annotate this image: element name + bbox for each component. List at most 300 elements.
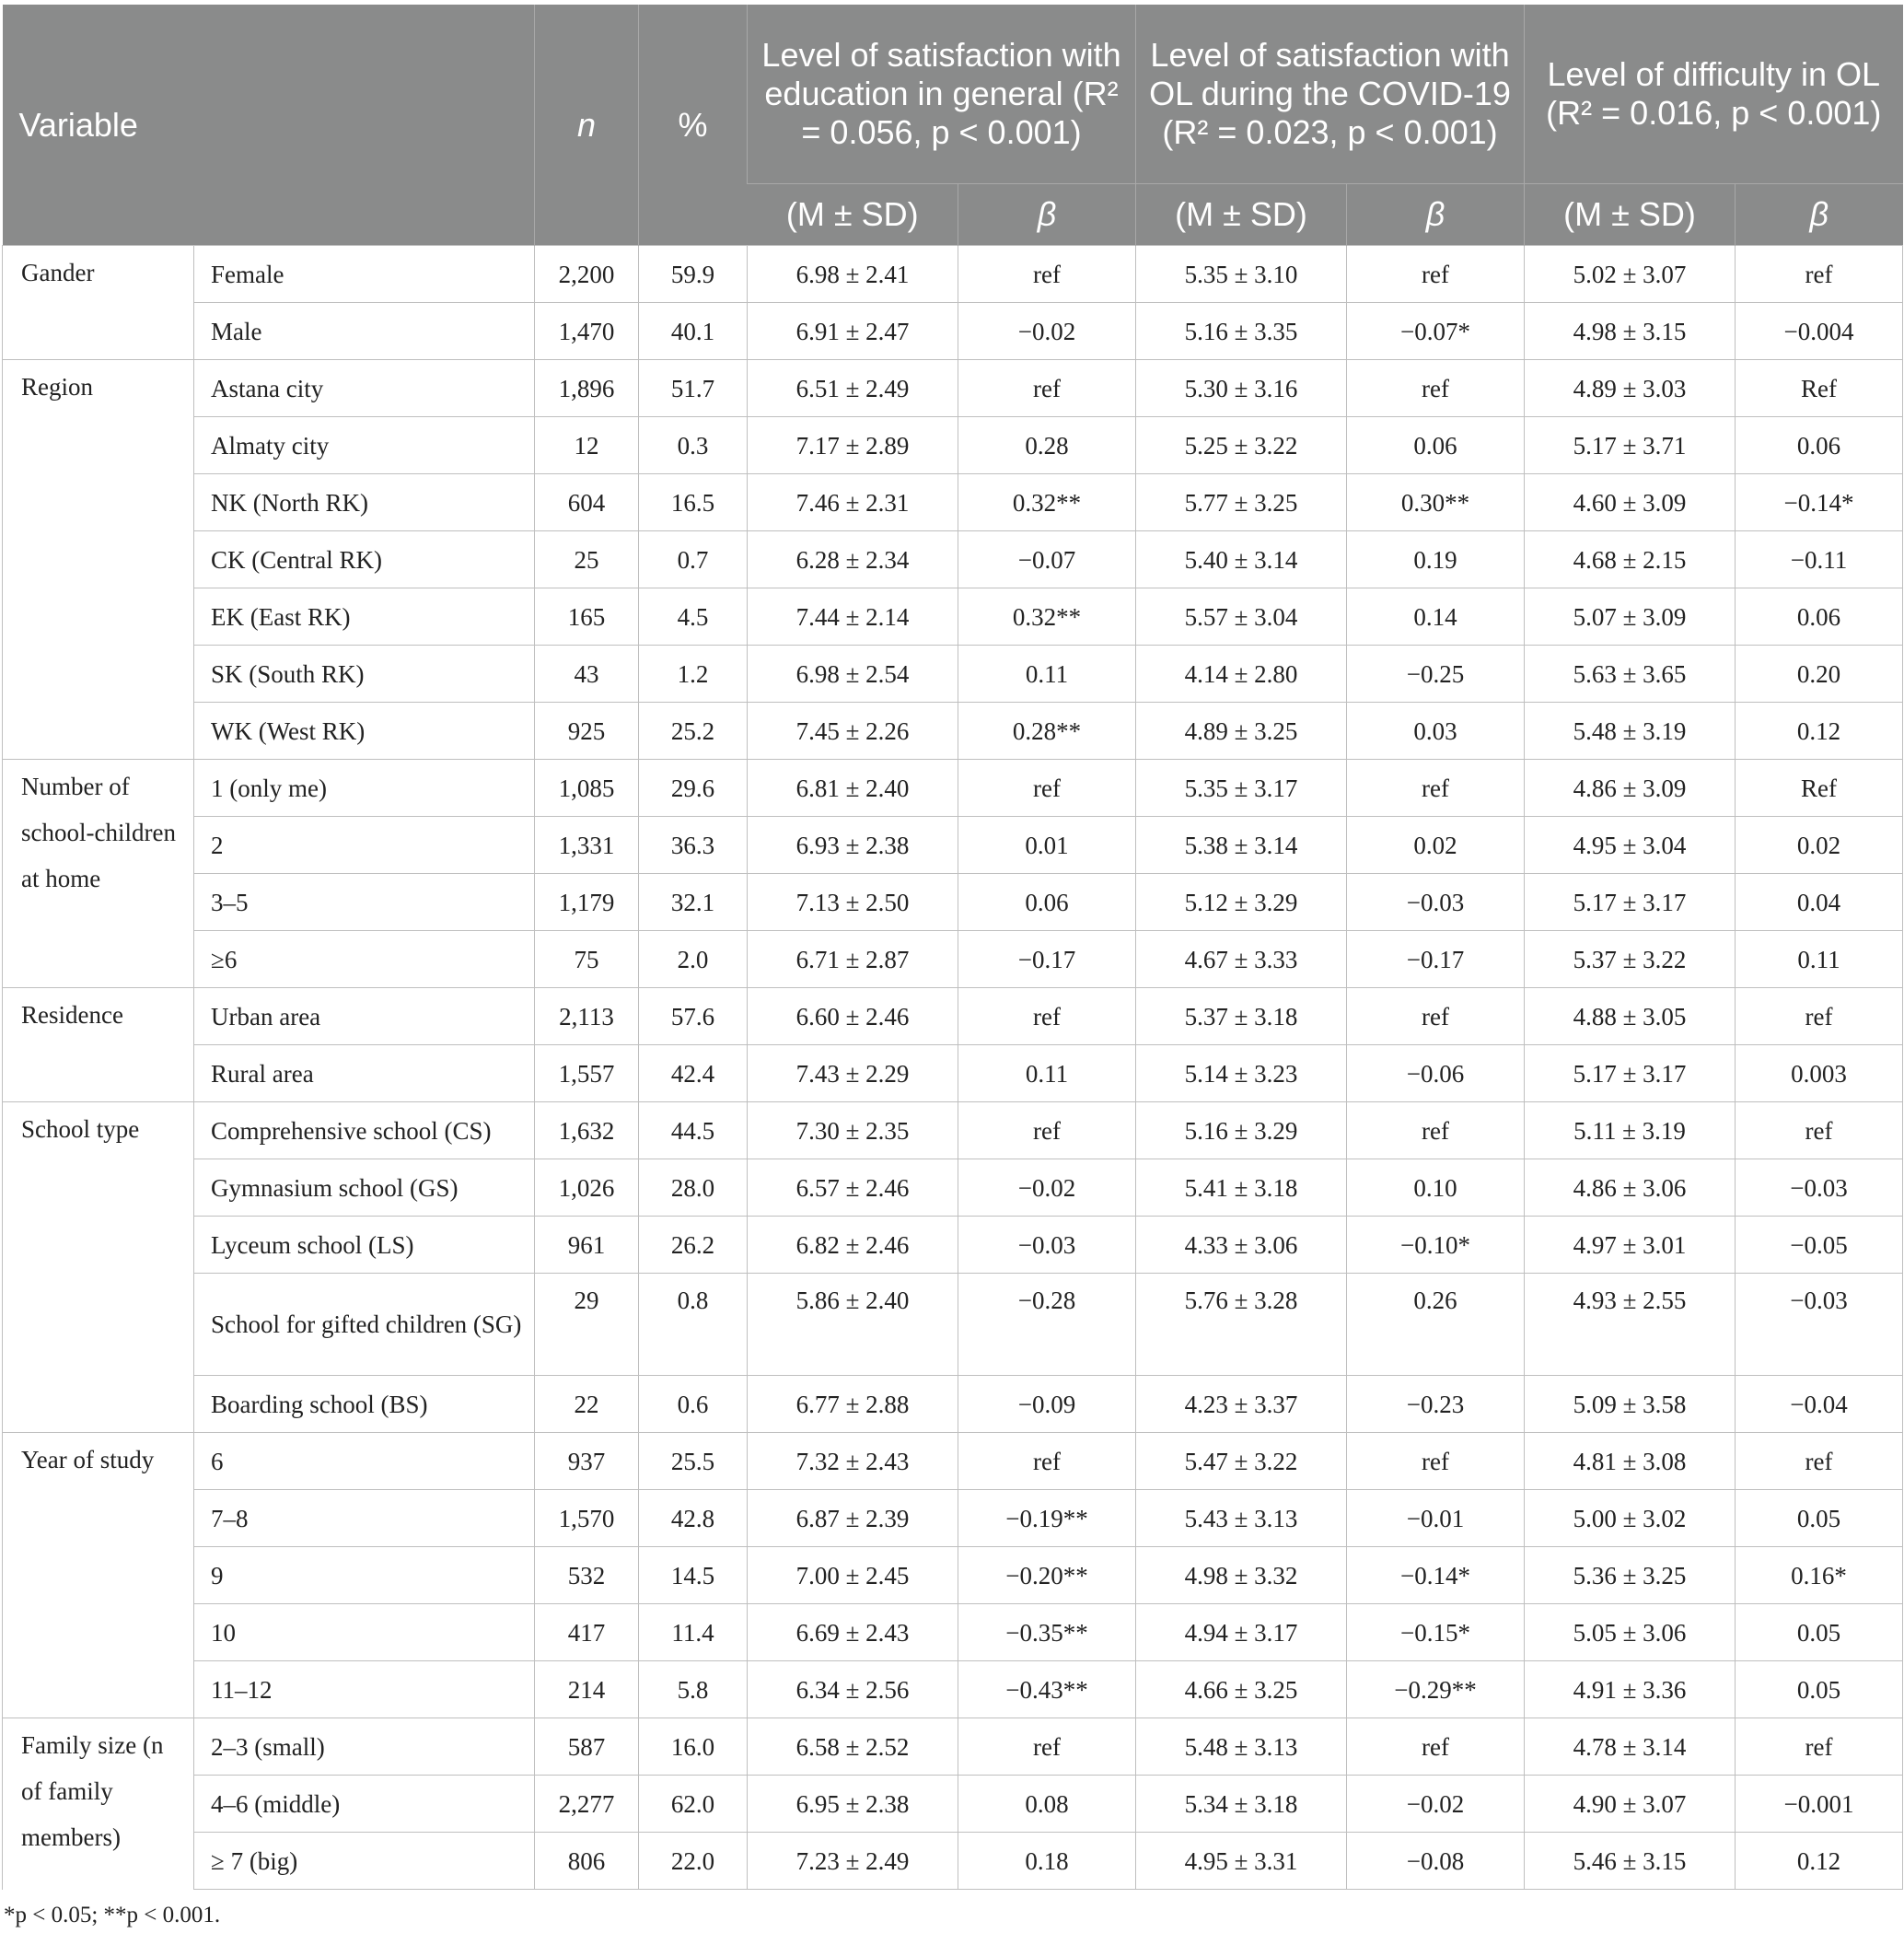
mean-sd-education: 7.23 ± 2.49 <box>748 1833 958 1890</box>
mean-sd-ol: 5.38 ± 3.14 <box>1136 817 1347 874</box>
beta-difficulty: ref <box>1736 246 1903 303</box>
mean-sd-difficulty: 5.11 ± 3.19 <box>1525 1102 1736 1159</box>
mean-sd-difficulty: 5.63 ± 3.65 <box>1525 646 1736 703</box>
beta-difficulty: −0.03 <box>1736 1159 1903 1217</box>
mean-sd-difficulty: 4.98 ± 3.15 <box>1525 303 1736 360</box>
percent-cell: 51.7 <box>639 360 748 417</box>
n-cell: 587 <box>535 1718 639 1776</box>
mean-sd-ol: 5.34 ± 3.18 <box>1136 1776 1347 1833</box>
beta-ol: ref <box>1347 1102 1525 1159</box>
n-cell: 1,085 <box>535 760 639 817</box>
mean-sd-education: 7.44 ± 2.14 <box>748 588 958 646</box>
beta-difficulty: 0.12 <box>1736 703 1903 760</box>
n-cell: 75 <box>535 931 639 988</box>
mean-sd-difficulty: 4.90 ± 3.07 <box>1525 1776 1736 1833</box>
mean-sd-ol: 5.16 ± 3.29 <box>1136 1102 1347 1159</box>
mean-sd-difficulty: 4.86 ± 3.06 <box>1525 1159 1736 1217</box>
beta-difficulty: 0.05 <box>1736 1490 1903 1547</box>
beta-difficulty: 0.04 <box>1736 874 1903 931</box>
group-label: Number of school-children at home <box>3 760 194 988</box>
beta-education: ref <box>958 760 1136 817</box>
header-satisfaction-education: Level of satisfaction with education in general (R² = 0.056, p < 0.001) <box>748 5 1136 184</box>
mean-sd-education: 7.43 ± 2.29 <box>748 1045 958 1102</box>
table-row <box>3 1661 1903 1718</box>
table-row <box>3 246 1903 303</box>
percent-cell: 42.4 <box>639 1045 748 1102</box>
beta-difficulty: 0.16* <box>1736 1547 1903 1604</box>
table-row <box>3 360 1903 417</box>
beta-ol: −0.03 <box>1347 874 1525 931</box>
beta-ol: −0.10* <box>1347 1217 1525 1274</box>
mean-sd-difficulty: 4.86 ± 3.09 <box>1525 760 1736 817</box>
mean-sd-education: 6.98 ± 2.54 <box>748 646 958 703</box>
percent-cell: 62.0 <box>639 1776 748 1833</box>
table-row <box>3 474 1903 531</box>
n-cell: 2,200 <box>535 246 639 303</box>
mean-sd-difficulty: 5.46 ± 3.15 <box>1525 1833 1736 1890</box>
beta-education: −0.02 <box>958 1159 1136 1217</box>
percent-cell: 16.0 <box>639 1718 748 1776</box>
n-cell: 532 <box>535 1547 639 1604</box>
row-label: CK (Central RK) <box>194 531 535 588</box>
mean-sd-education: 7.30 ± 2.35 <box>748 1102 958 1159</box>
percent-cell: 29.6 <box>639 760 748 817</box>
mean-sd-ol: 5.40 ± 3.14 <box>1136 531 1347 588</box>
table-row <box>3 303 1903 360</box>
beta-ol: −0.29** <box>1347 1661 1525 1718</box>
table-row <box>3 988 1903 1045</box>
mean-sd-ol: 5.57 ± 3.04 <box>1136 588 1347 646</box>
n-cell: 29 <box>535 1274 639 1376</box>
beta-ol: 0.03 <box>1347 703 1525 760</box>
row-label: SK (South RK) <box>194 646 535 703</box>
mean-sd-ol: 5.16 ± 3.35 <box>1136 303 1347 360</box>
beta-ol: −0.14* <box>1347 1547 1525 1604</box>
mean-sd-difficulty: 4.88 ± 3.05 <box>1525 988 1736 1045</box>
row-label: 2–3 (small) <box>194 1718 535 1776</box>
beta-education: −0.20** <box>958 1547 1136 1604</box>
row-label: 10 <box>194 1604 535 1661</box>
beta-education: ref <box>958 1718 1136 1776</box>
row-label: 7–8 <box>194 1490 535 1547</box>
beta-education: ref <box>958 246 1136 303</box>
beta-ol: −0.07* <box>1347 303 1525 360</box>
n-cell: 1,570 <box>535 1490 639 1547</box>
row-label: 2 <box>194 817 535 874</box>
beta-education: 0.06 <box>958 874 1136 931</box>
mean-sd-ol: 5.48 ± 3.13 <box>1136 1718 1347 1776</box>
mean-sd-education: 6.77 ± 2.88 <box>748 1376 958 1433</box>
beta-difficulty: −0.004 <box>1736 303 1903 360</box>
mean-sd-education: 7.00 ± 2.45 <box>748 1547 958 1604</box>
percent-cell: 0.6 <box>639 1376 748 1433</box>
row-label: 9 <box>194 1547 535 1604</box>
mean-sd-education: 7.45 ± 2.26 <box>748 703 958 760</box>
mean-sd-ol: 5.43 ± 3.13 <box>1136 1490 1347 1547</box>
beta-education: 0.08 <box>958 1776 1136 1833</box>
beta-education: −0.28 <box>958 1274 1136 1376</box>
percent-cell: 14.5 <box>639 1547 748 1604</box>
row-label: School for gifted children (SG) <box>194 1274 535 1376</box>
beta-education: −0.07 <box>958 531 1136 588</box>
table-row <box>3 1604 1903 1661</box>
beta-ol: −0.17 <box>1347 931 1525 988</box>
mean-sd-ol: 4.23 ± 3.37 <box>1136 1376 1347 1433</box>
beta-education: ref <box>958 1102 1136 1159</box>
mean-sd-education: 6.87 ± 2.39 <box>748 1490 958 1547</box>
beta-education: 0.32** <box>958 474 1136 531</box>
results-table <box>2 5 1903 1890</box>
mean-sd-difficulty: 4.89 ± 3.03 <box>1525 360 1736 417</box>
header-beta-2: β <box>1347 184 1525 246</box>
beta-difficulty: 0.20 <box>1736 646 1903 703</box>
mean-sd-ol: 5.12 ± 3.29 <box>1136 874 1347 931</box>
percent-cell: 2.0 <box>639 931 748 988</box>
table-row <box>3 1776 1903 1833</box>
mean-sd-education: 6.93 ± 2.38 <box>748 817 958 874</box>
beta-ol: ref <box>1347 1718 1525 1776</box>
mean-sd-education: 6.69 ± 2.43 <box>748 1604 958 1661</box>
beta-difficulty: −0.14* <box>1736 474 1903 531</box>
row-label: ≥6 <box>194 931 535 988</box>
mean-sd-ol: 5.35 ± 3.17 <box>1136 760 1347 817</box>
mean-sd-education: 6.60 ± 2.46 <box>748 988 958 1045</box>
table-row <box>3 931 1903 988</box>
mean-sd-ol: 4.66 ± 3.25 <box>1136 1661 1347 1718</box>
beta-difficulty: Ref <box>1736 360 1903 417</box>
mean-sd-ol: 5.37 ± 3.18 <box>1136 988 1347 1045</box>
row-label: Almaty city <box>194 417 535 474</box>
table-row <box>3 1217 1903 1274</box>
table-row <box>3 531 1903 588</box>
beta-difficulty: Ref <box>1736 760 1903 817</box>
mean-sd-education: 6.34 ± 2.56 <box>748 1661 958 1718</box>
beta-education: −0.03 <box>958 1217 1136 1274</box>
mean-sd-ol: 4.67 ± 3.33 <box>1136 931 1347 988</box>
n-cell: 1,331 <box>535 817 639 874</box>
n-cell: 22 <box>535 1376 639 1433</box>
mean-sd-education: 6.98 ± 2.41 <box>748 246 958 303</box>
header-msd-1: (M ± SD) <box>748 184 958 246</box>
mean-sd-education: 6.51 ± 2.49 <box>748 360 958 417</box>
mean-sd-difficulty: 4.91 ± 3.36 <box>1525 1661 1736 1718</box>
percent-cell: 59.9 <box>639 246 748 303</box>
beta-ol: 0.14 <box>1347 588 1525 646</box>
beta-ol: ref <box>1347 360 1525 417</box>
mean-sd-difficulty: 5.17 ± 3.17 <box>1525 874 1736 931</box>
mean-sd-education: 6.71 ± 2.87 <box>748 931 958 988</box>
table-row <box>3 817 1903 874</box>
mean-sd-difficulty: 4.97 ± 3.01 <box>1525 1217 1736 1274</box>
percent-cell: 42.8 <box>639 1490 748 1547</box>
header-percent: % <box>639 5 748 246</box>
percent-cell: 0.7 <box>639 531 748 588</box>
table-row <box>3 874 1903 931</box>
n-cell: 165 <box>535 588 639 646</box>
beta-education: −0.09 <box>958 1376 1136 1433</box>
percent-cell: 26.2 <box>639 1217 748 1274</box>
mean-sd-ol: 4.98 ± 3.32 <box>1136 1547 1347 1604</box>
n-cell: 25 <box>535 531 639 588</box>
table-row <box>3 1102 1903 1159</box>
beta-difficulty: 0.06 <box>1736 417 1903 474</box>
mean-sd-education: 6.57 ± 2.46 <box>748 1159 958 1217</box>
percent-cell: 40.1 <box>639 303 748 360</box>
n-cell: 1,026 <box>535 1159 639 1217</box>
percent-cell: 16.5 <box>639 474 748 531</box>
header-difficulty-ol: Level of difficulty in OL (R² = 0.016, p < 0.001) <box>1525 5 1903 184</box>
mean-sd-ol: 4.14 ± 2.80 <box>1136 646 1347 703</box>
row-label: Female <box>194 246 535 303</box>
header-msd-2: (M ± SD) <box>1136 184 1347 246</box>
n-cell: 2,113 <box>535 988 639 1045</box>
mean-sd-education: 7.32 ± 2.43 <box>748 1433 958 1490</box>
beta-education: −0.17 <box>958 931 1136 988</box>
mean-sd-difficulty: 5.00 ± 3.02 <box>1525 1490 1736 1547</box>
beta-difficulty: 0.02 <box>1736 817 1903 874</box>
n-cell: 1,470 <box>535 303 639 360</box>
mean-sd-difficulty: 4.68 ± 2.15 <box>1525 531 1736 588</box>
mean-sd-ol: 4.94 ± 3.17 <box>1136 1604 1347 1661</box>
row-label: Boarding school (BS) <box>194 1376 535 1433</box>
beta-difficulty: ref <box>1736 1102 1903 1159</box>
percent-cell: 22.0 <box>639 1833 748 1890</box>
mean-sd-education: 6.28 ± 2.34 <box>748 531 958 588</box>
mean-sd-education: 7.46 ± 2.31 <box>748 474 958 531</box>
mean-sd-ol: 4.95 ± 3.31 <box>1136 1833 1347 1890</box>
beta-education: ref <box>958 360 1136 417</box>
mean-sd-difficulty: 5.37 ± 3.22 <box>1525 931 1736 988</box>
table-row <box>3 1274 1903 1376</box>
beta-ol: 0.06 <box>1347 417 1525 474</box>
percent-cell: 4.5 <box>639 588 748 646</box>
beta-ol: −0.23 <box>1347 1376 1525 1433</box>
beta-ol: ref <box>1347 988 1525 1045</box>
n-cell: 1,896 <box>535 360 639 417</box>
mean-sd-ol: 5.41 ± 3.18 <box>1136 1159 1347 1217</box>
percent-cell: 57.6 <box>639 988 748 1045</box>
mean-sd-difficulty: 4.81 ± 3.08 <box>1525 1433 1736 1490</box>
group-label: Year of study <box>3 1433 194 1718</box>
percent-cell: 11.4 <box>639 1604 748 1661</box>
beta-ol: 0.30** <box>1347 474 1525 531</box>
beta-education: 0.28 <box>958 417 1136 474</box>
n-cell: 43 <box>535 646 639 703</box>
table-row <box>3 1045 1903 1102</box>
table-row <box>3 760 1903 817</box>
table-row <box>3 588 1903 646</box>
mean-sd-education: 5.86 ± 2.40 <box>748 1274 958 1376</box>
table-row <box>3 703 1903 760</box>
beta-difficulty: 0.05 <box>1736 1661 1903 1718</box>
mean-sd-ol: 5.14 ± 3.23 <box>1136 1045 1347 1102</box>
table-row <box>3 1159 1903 1217</box>
mean-sd-difficulty: 4.95 ± 3.04 <box>1525 817 1736 874</box>
row-label: Astana city <box>194 360 535 417</box>
row-label: 11–12 <box>194 1661 535 1718</box>
mean-sd-difficulty: 5.07 ± 3.09 <box>1525 588 1736 646</box>
group-label: School type <box>3 1102 194 1433</box>
percent-cell: 25.5 <box>639 1433 748 1490</box>
mean-sd-ol: 5.76 ± 3.28 <box>1136 1274 1347 1376</box>
table-row <box>3 1718 1903 1776</box>
beta-education: −0.19** <box>958 1490 1136 1547</box>
mean-sd-education: 7.17 ± 2.89 <box>748 417 958 474</box>
beta-ol: 0.02 <box>1347 817 1525 874</box>
table-row <box>3 1490 1903 1547</box>
row-label: 6 <box>194 1433 535 1490</box>
mean-sd-ol: 4.89 ± 3.25 <box>1136 703 1347 760</box>
table-container <box>2 5 1902 1928</box>
percent-cell: 25.2 <box>639 703 748 760</box>
beta-education: ref <box>958 988 1136 1045</box>
beta-ol: ref <box>1347 760 1525 817</box>
n-cell: 12 <box>535 417 639 474</box>
table-body <box>3 246 1903 1890</box>
row-label: Urban area <box>194 988 535 1045</box>
row-label: WK (West RK) <box>194 703 535 760</box>
beta-ol: 0.10 <box>1347 1159 1525 1217</box>
beta-difficulty: 0.12 <box>1736 1833 1903 1890</box>
table-row <box>3 1433 1903 1490</box>
beta-education: 0.01 <box>958 817 1136 874</box>
beta-ol: −0.06 <box>1347 1045 1525 1102</box>
mean-sd-education: 6.58 ± 2.52 <box>748 1718 958 1776</box>
row-label: 4–6 (middle) <box>194 1776 535 1833</box>
beta-education: ref <box>958 1433 1136 1490</box>
percent-cell: 0.3 <box>639 417 748 474</box>
header-beta-1: β <box>958 184 1136 246</box>
header-beta-3: β <box>1736 184 1903 246</box>
group-label: Family size (n of family members) <box>3 1718 194 1890</box>
beta-education: 0.11 <box>958 1045 1136 1102</box>
beta-education: 0.11 <box>958 646 1136 703</box>
beta-difficulty: ref <box>1736 1718 1903 1776</box>
beta-education: −0.43** <box>958 1661 1136 1718</box>
percent-cell: 28.0 <box>639 1159 748 1217</box>
table-header <box>3 5 1903 246</box>
beta-difficulty: −0.04 <box>1736 1376 1903 1433</box>
beta-difficulty: 0.003 <box>1736 1045 1903 1102</box>
beta-difficulty: 0.06 <box>1736 588 1903 646</box>
beta-ol: −0.15* <box>1347 1604 1525 1661</box>
mean-sd-education: 6.81 ± 2.40 <box>748 760 958 817</box>
percent-cell: 32.1 <box>639 874 748 931</box>
n-cell: 1,557 <box>535 1045 639 1102</box>
n-cell: 417 <box>535 1604 639 1661</box>
group-label: Gander <box>3 246 194 360</box>
beta-difficulty: 0.11 <box>1736 931 1903 988</box>
mean-sd-difficulty: 4.93 ± 2.55 <box>1525 1274 1736 1376</box>
mean-sd-difficulty: 5.17 ± 3.17 <box>1525 1045 1736 1102</box>
mean-sd-ol: 5.25 ± 3.22 <box>1136 417 1347 474</box>
row-label: Male <box>194 303 535 360</box>
mean-sd-difficulty: 5.05 ± 3.06 <box>1525 1604 1736 1661</box>
percent-cell: 1.2 <box>639 646 748 703</box>
group-label: Region <box>3 360 194 760</box>
mean-sd-difficulty: 5.36 ± 3.25 <box>1525 1547 1736 1604</box>
mean-sd-difficulty: 4.60 ± 3.09 <box>1525 474 1736 531</box>
beta-difficulty: 0.05 <box>1736 1604 1903 1661</box>
table-row <box>3 1376 1903 1433</box>
n-cell: 937 <box>535 1433 639 1490</box>
row-label: NK (North RK) <box>194 474 535 531</box>
row-label: Rural area <box>194 1045 535 1102</box>
percent-cell: 36.3 <box>639 817 748 874</box>
percent-cell: 44.5 <box>639 1102 748 1159</box>
row-label: Lyceum school (LS) <box>194 1217 535 1274</box>
row-label: Comprehensive school (CS) <box>194 1102 535 1159</box>
beta-difficulty: ref <box>1736 988 1903 1045</box>
row-label: 3–5 <box>194 874 535 931</box>
mean-sd-difficulty: 5.48 ± 3.19 <box>1525 703 1736 760</box>
beta-ol: −0.25 <box>1347 646 1525 703</box>
group-label: Residence <box>3 988 194 1102</box>
row-label: EK (East RK) <box>194 588 535 646</box>
mean-sd-difficulty: 5.17 ± 3.71 <box>1525 417 1736 474</box>
mean-sd-ol: 5.47 ± 3.22 <box>1136 1433 1347 1490</box>
row-label: Gymnasium school (GS) <box>194 1159 535 1217</box>
beta-difficulty: ref <box>1736 1433 1903 1490</box>
header-msd-3: (M ± SD) <box>1525 184 1736 246</box>
percent-cell: 0.8 <box>639 1274 748 1376</box>
table-row <box>3 1547 1903 1604</box>
n-cell: 604 <box>535 474 639 531</box>
mean-sd-education: 6.91 ± 2.47 <box>748 303 958 360</box>
n-cell: 806 <box>535 1833 639 1890</box>
n-cell: 1,632 <box>535 1102 639 1159</box>
beta-education: 0.18 <box>958 1833 1136 1890</box>
beta-difficulty: −0.03 <box>1736 1274 1903 1376</box>
mean-sd-education: 7.13 ± 2.50 <box>748 874 958 931</box>
beta-ol: −0.08 <box>1347 1833 1525 1890</box>
header-satisfaction-ol: Level of satisfaction with OL during the COVID-19 (R² = 0.023, p < 0.001) <box>1136 5 1525 184</box>
beta-ol: ref <box>1347 246 1525 303</box>
table-row <box>3 646 1903 703</box>
beta-ol: −0.01 <box>1347 1490 1525 1547</box>
mean-sd-ol: 4.33 ± 3.06 <box>1136 1217 1347 1274</box>
mean-sd-ol: 5.77 ± 3.25 <box>1136 474 1347 531</box>
table-footnote: *p < 0.05; **p < 0.001. <box>4 1903 221 1927</box>
beta-difficulty: −0.001 <box>1736 1776 1903 1833</box>
table-row <box>3 417 1903 474</box>
mean-sd-ol: 5.35 ± 3.10 <box>1136 246 1347 303</box>
header-n: n <box>535 5 639 246</box>
beta-difficulty: −0.11 <box>1736 531 1903 588</box>
beta-ol: ref <box>1347 1433 1525 1490</box>
n-cell: 2,277 <box>535 1776 639 1833</box>
beta-education: −0.02 <box>958 303 1136 360</box>
n-cell: 961 <box>535 1217 639 1274</box>
n-cell: 1,179 <box>535 874 639 931</box>
mean-sd-education: 6.95 ± 2.38 <box>748 1776 958 1833</box>
mean-sd-education: 6.82 ± 2.46 <box>748 1217 958 1274</box>
beta-ol: 0.26 <box>1347 1274 1525 1376</box>
beta-difficulty: −0.05 <box>1736 1217 1903 1274</box>
beta-education: −0.35** <box>958 1604 1136 1661</box>
beta-education: 0.32** <box>958 588 1136 646</box>
mean-sd-difficulty: 5.09 ± 3.58 <box>1525 1376 1736 1433</box>
row-label: ≥ 7 (big) <box>194 1833 535 1890</box>
beta-ol: −0.02 <box>1347 1776 1525 1833</box>
mean-sd-difficulty: 4.78 ± 3.14 <box>1525 1718 1736 1776</box>
n-cell: 925 <box>535 703 639 760</box>
row-label: 1 (only me) <box>194 760 535 817</box>
beta-ol: 0.19 <box>1347 531 1525 588</box>
mean-sd-ol: 5.30 ± 3.16 <box>1136 360 1347 417</box>
header-variable: Variable <box>3 5 535 246</box>
percent-cell: 5.8 <box>639 1661 748 1718</box>
